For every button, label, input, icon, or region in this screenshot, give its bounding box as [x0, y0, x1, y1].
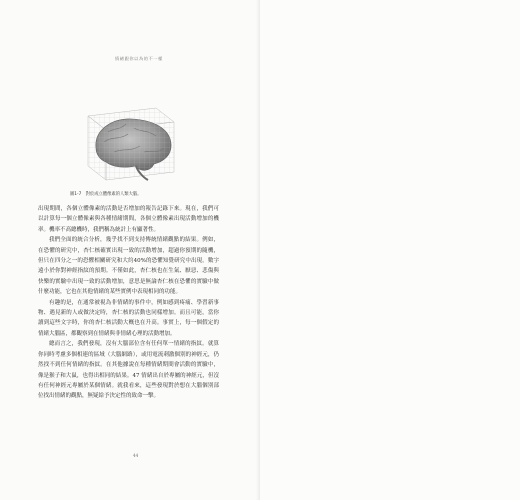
- left-paragraph: 出現期間，各個立體像素的活動是否增加的報告記錄下來。現在，我們可以計算每一個立體像素與各種情緒期間，各個立體像素出現活動增加的機率。機率不高總機時，我們稱為統計上有顯著性。: [38, 206, 219, 233]
- left-paragraph: 我們全面的統合分析，幾乎找不到支持傳統情緒觀點的結果。例如，在恐懼的研究中，杏仁核確實出現一致的活動增加，超過你預期的隨機，但只在四分之一的恐懼相關研究和大約40%的恐懼知覺研究中出現。數字遠小於你對神經指紋的預期。不僅如此，杏仁核也在生氣、厭惡、悲傷與快樂的實驗中出現一致的活動增加，意思是無論杏仁核在恐懼的實驗中做什麼功能，它也在其他情緒的某些實例中表現相同的功能。: [38, 237, 219, 296]
- figure-caption: 圖1-7 對於成立體像素的人類大腦。: [70, 192, 142, 197]
- right-page: [260, 0, 520, 500]
- running-head-left: 情緒跟你以為的不一樣: [115, 56, 163, 61]
- left-paragraph: 有趣的是，在通常被視為非情緒的事件中，例如感到疼痛、學習新事物、遇見新的人或做決定時，杏仁核的活動也同樣增加。而且可能，當你讀到這些文字時，你的杏仁核活動大概也在升高。事實上，每一個假定的情緒大腦區，都觀察到在情緒與非情緒心理的活動增加。: [38, 299, 219, 337]
- left-body-text: [38, 204, 219, 402]
- page-number-left: 44: [133, 453, 139, 458]
- figure-brain-voxels: [74, 102, 184, 186]
- brain-voxel-illustration: [74, 102, 184, 186]
- left-paragraph: 總而言之，我們發現，沒有大腦部位含有任何單一情緒的指紋。就算你同時考慮多個相連的區域（大腦網路），或用電流刺激個別的神經元，仍然找不到任何情緒的指紋。在其他據說在每種情緒期間會活動的實驗中，像是猴子和大鼠，也得出相同的結果。47 情緒出自於專屬的神經元，但沒有任何神經元專屬於某個情緒。就我看來，這些發現對於想在大腦個別部位找出情緒的觀點，無疑給予決定性的致命一擊。: [38, 341, 219, 400]
